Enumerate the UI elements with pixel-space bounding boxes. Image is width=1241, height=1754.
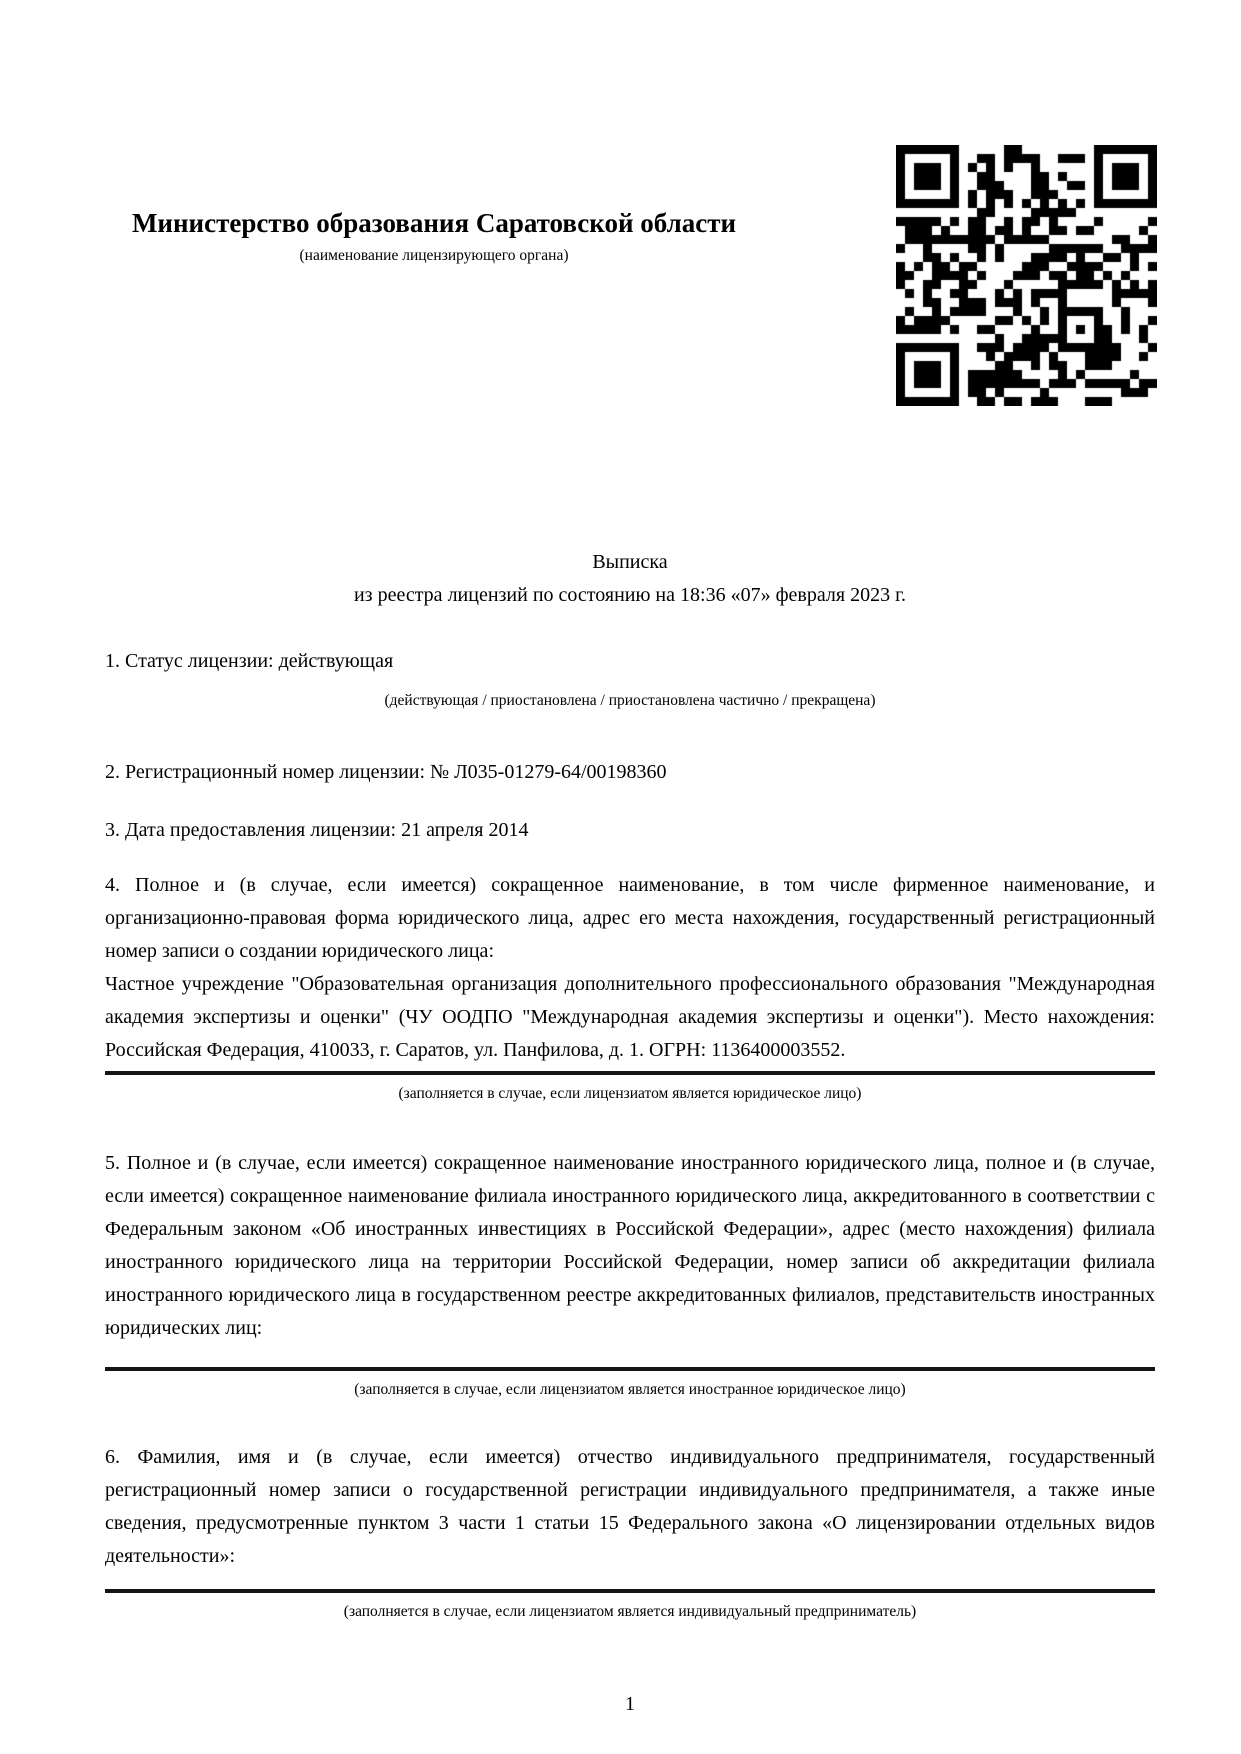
licensing-authority-caption: (наименование лицензирующего органа) [299,247,569,264]
extract-title-block [105,546,1155,612]
legal-entity-fill-rule [105,1071,1155,1075]
license-status-caption: (действующая / приостановлена / приостановлена частично / прекращена) [384,692,876,709]
legal-entity-caption: (заполняется в случае, если лицензиатом является юридическое лицо) [398,1085,862,1102]
legal-entity-intro: 4. Полное и (в случае, если имеется) сокращенное наименование, в том числе фирменное наименование, и организационно-правовая форма юридического лица, адрес его места нахождения, государственный регистрационный номер записи о создании юридического лица: [105,874,1155,962]
individual-entrepreneur-fill-rule [105,1589,1155,1593]
licensing-authority-name: Министерство образования Саратовской области [131,208,737,238]
registration-number-line: 2. Регистрационный номер лицензии: № Л035-01279-64/00198360 [105,761,667,783]
page-number: 1 [625,1693,635,1715]
foreign-entity-fill-rule [105,1367,1155,1371]
legal-entity-body: Частное учреждение "Образовательная организация дополнительного профессионального образования "Международная академия экспертизы и оценки" (ЧУ ООДПО "Международная академия экспертизы и оценки"). Место нахождения: Российская Федерация, 410033, г. Саратов, ул. Панфилова, д. 1. ОГРН: 1136400003552. [105,973,1155,1061]
grant-date-line: 3. Дата предоставления лицензии: 21 апреля 2014 [105,819,529,841]
qr-code [896,145,1157,406]
extract-title: Выписка [592,551,668,573]
extract-subtitle: из реестра лицензий по состоянию на 18:36 «07» февраля 2023 г. [353,584,907,606]
foreign-entity-caption: (заполняется в случае, если лицензиатом является иностранное юридическое лицо) [354,1381,906,1398]
individual-entrepreneur-paragraph: 6. Фамилия, имя и (в случае, если имеется) отчество индивидуального предпринимателя, государственный регистрационный номер записи о государственной регистрации индивидуального предпринимателя, а также иные сведения, предусмотренные пунктом 3 части 1 статьи 15 Федерального закона «О лицензировании отдельных видов деятельности»: [105,1446,1155,1567]
foreign-entity-paragraph: 5. Полное и (в случае, если имеется) сокращенное наименование иностранного юридического лица, полное и (в случае, если имеется) сокращенное наименование филиала иностранного юридического лица, аккредитованного в соответствии с Федеральным законом «Об иностранных инвестициях в Российской Федерации», адрес (место нахождения) филиала иностранного юридического лица на территории Российской Федерации, номер записи об аккредитации филиала иностранного юридического лица в государственном реестре аккредитованных филиалов, представительств иностранных юридических лиц: [105,1152,1155,1339]
license-status-line: 1. Статус лицензии: действующая [105,650,394,672]
document-header [105,0,1155,432]
licensing-authority-block [105,203,763,266]
individual-entrepreneur-caption: (заполняется в случае, если лицензиатом является индивидуальный предприниматель) [343,1603,917,1620]
